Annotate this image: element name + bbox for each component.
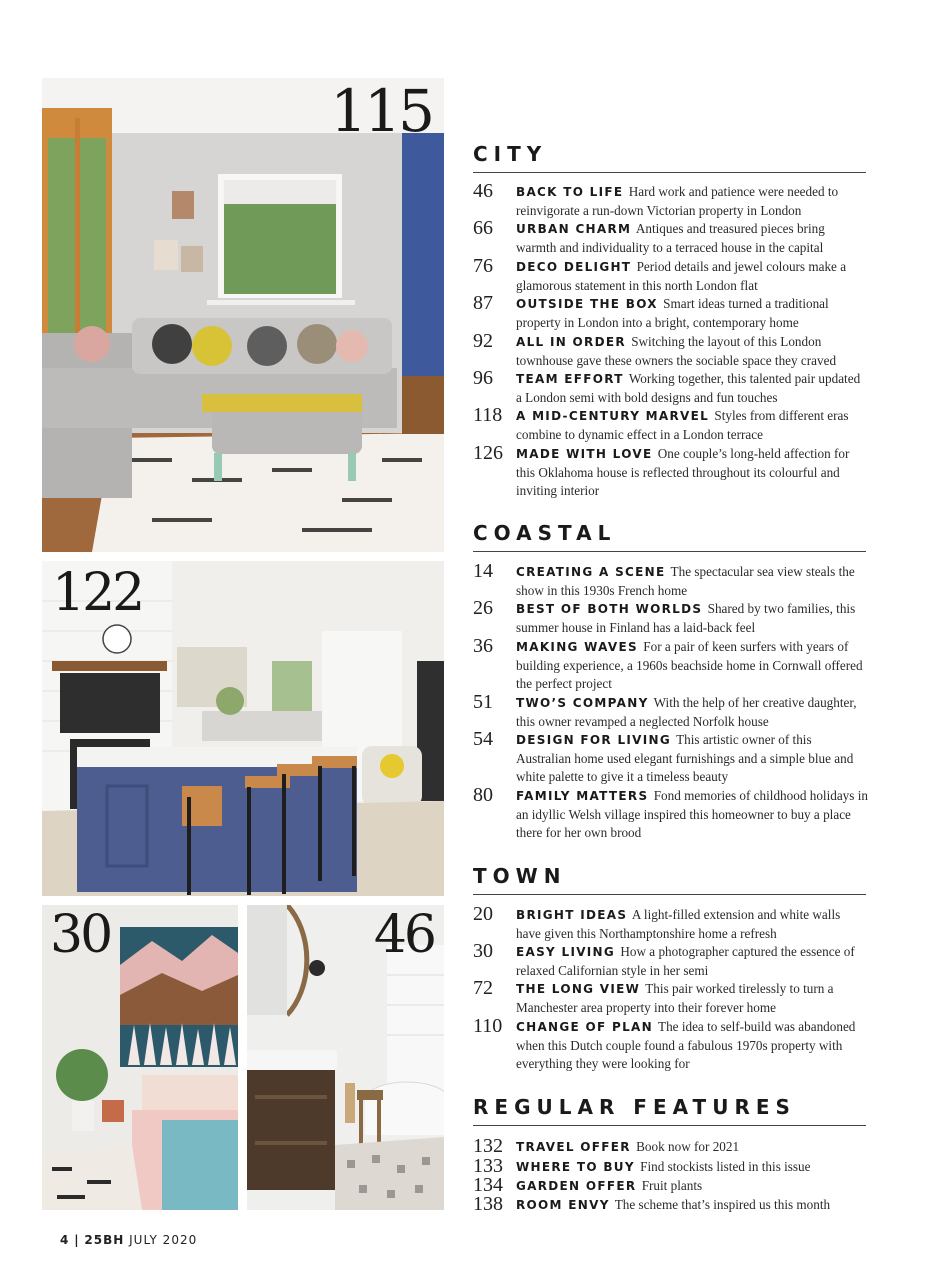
entry-title: CHANGE OF PLAN	[516, 1020, 653, 1034]
photo-living-room	[42, 78, 444, 552]
entry-page-number: 132	[473, 1135, 503, 1157]
entry-title: BACK TO LIFE	[516, 185, 624, 199]
entry-description: This pair worked tirelessly to turn a Manchester area property into their forever home	[516, 981, 834, 1015]
entry-title: OUTSIDE THE BOX	[516, 297, 658, 311]
entry-title: TEAM EFFORT	[516, 372, 624, 386]
entry-title: ALL IN ORDER	[516, 335, 626, 349]
entry-description: Fruit plants	[641, 1178, 703, 1193]
entry-title: TRAVEL OFFER	[516, 1140, 631, 1154]
photo-page-number: 46	[373, 905, 434, 965]
entry-page-number: 30	[473, 940, 493, 962]
entry-page-number: 80	[473, 784, 493, 806]
section-heading-city: CITY	[473, 142, 866, 173]
photo-bathroom	[247, 905, 444, 1210]
entry-title: EASY LIVING	[516, 945, 616, 959]
entry-description: Period details and jewel colours make a glamorous statement in this north London flat	[516, 259, 847, 293]
entry-page-number: 76	[473, 255, 493, 277]
entry-description: One couple’s long-held affection for this Oklahoma house is reflected throughout its colourful and inviting interior	[516, 446, 850, 499]
entry-page-number: 92	[473, 330, 493, 352]
entry-title: BRIGHT IDEAS	[516, 908, 628, 922]
entry-title: URBAN CHARM	[516, 222, 632, 236]
entry-title: DECO DELIGHT	[516, 260, 632, 274]
entry-description: Antiques and treasured pieces bring warmth and individuality to a terraced house in the capital	[516, 221, 825, 255]
footer-page-number: 4	[60, 1233, 70, 1247]
entry-description: For a pair of keen surfers with years of building experience, a 1960s beachside home in Cornwall offered the perfect project	[516, 639, 863, 692]
entry-page-number: 54	[473, 728, 493, 750]
section-heading-coastal: COASTAL	[473, 521, 866, 552]
entry-description: Working together, this talented pair updated a London semi with bold designs and fun touches	[516, 371, 861, 405]
entry-page-number: 138	[473, 1193, 503, 1215]
entry-title: MAKING WAVES	[516, 640, 638, 654]
entry-title: TWO’S COMPANY	[516, 696, 649, 710]
entry-title: WHERE TO BUY	[516, 1160, 635, 1174]
entry-page-number: 14	[473, 560, 493, 582]
entry-page-number: 134	[473, 1174, 503, 1196]
table-of-contents	[473, 0, 866, 1280]
entry-description: The spectacular sea view steals the show in this 1930s French home	[516, 564, 855, 598]
entry-page-number: 118	[473, 404, 503, 426]
entry-page-number: 20	[473, 903, 493, 925]
entry-title: FAMILY MATTERS	[516, 789, 649, 803]
entry-description: Smart ideas turned a traditional property in London into a bright, contemporary home	[516, 296, 829, 330]
page-footer	[60, 1233, 197, 1247]
entry-description: The idea to self-build was abandoned when this Dutch couple found a fabulous 1970s property with everything they were looking for	[516, 1019, 856, 1072]
entry-description: Shared by two families, this summer house in Finland has a laid-back feel	[516, 601, 856, 635]
entry-description: Switching the layout of this London townhouse gave these owners the sociable space they craved	[516, 334, 837, 368]
entry-title: BEST OF BOTH WORLDS	[516, 602, 703, 616]
entry-page-number: 72	[473, 977, 493, 999]
entry-page-number: 46	[473, 180, 493, 202]
photo-page-number: 30	[50, 905, 111, 965]
entry-description: How a photographer captured the essence of relaxed Californian style in her semi	[516, 944, 855, 978]
entry-description: Find stockists listed in this issue	[640, 1159, 811, 1174]
photo-kitchen	[42, 561, 444, 896]
photo-page-number: 115	[330, 78, 432, 145]
entry-description: A light-filled extension and white walls have given this Northamptonshire home a refresh	[516, 907, 841, 941]
entry-page-number: 96	[473, 367, 493, 389]
entry-title: MADE WITH LOVE	[516, 447, 653, 461]
entry-page-number: 133	[473, 1155, 503, 1177]
entry-description: With the help of her creative daughter, this owner revamped a neglected Norfolk house	[516, 695, 857, 729]
entry-title: THE LONG VIEW	[516, 982, 641, 996]
entry-title: ROOM ENVY	[516, 1198, 610, 1212]
section-heading-town: TOWN	[473, 864, 866, 895]
entry-title: CREATING A SCENE	[516, 565, 666, 579]
entry-page-number: 36	[473, 635, 493, 657]
photo-bedroom	[42, 905, 238, 1210]
entry-title: A MID-CENTURY MARVEL	[516, 409, 710, 423]
entry-description: Fond memories of childhood holidays in an idyllic Welsh village inspired this homeowner to buy a place there for her own brood	[516, 788, 868, 841]
entry-page-number: 110	[473, 1015, 503, 1037]
entry-description: Styles from different eras combine to dynamic effect in a London terrace	[516, 408, 849, 442]
photo-page-number: 122	[52, 563, 143, 623]
entry-description: This artistic owner of this Australian home used elegant furnishings and a simple blue and white palette to give it a timeless beauty	[516, 732, 854, 785]
entry-description: Book now for 2021	[636, 1139, 740, 1154]
section-heading-regular-features: REGULAR FEATURES	[473, 1095, 866, 1126]
entry-page-number: 87	[473, 292, 493, 314]
entry-title: GARDEN OFFER	[516, 1179, 637, 1193]
entry-description: The scheme that’s inspired us this month	[614, 1197, 831, 1212]
entry-page-number: 51	[473, 691, 493, 713]
footer-issue: JULY 2020	[129, 1233, 198, 1247]
footer-separator: |	[74, 1233, 80, 1247]
entry-description: Hard work and patience were needed to reinvigorate a run-down Victorian property in London	[516, 184, 839, 218]
entry-title: DESIGN FOR LIVING	[516, 733, 672, 747]
entry-page-number: 26	[473, 597, 493, 619]
entry-page-number: 66	[473, 217, 493, 239]
living-room-illustration	[42, 78, 444, 552]
footer-brand: 25BH	[84, 1233, 125, 1247]
entry-page-number: 126	[473, 442, 503, 464]
